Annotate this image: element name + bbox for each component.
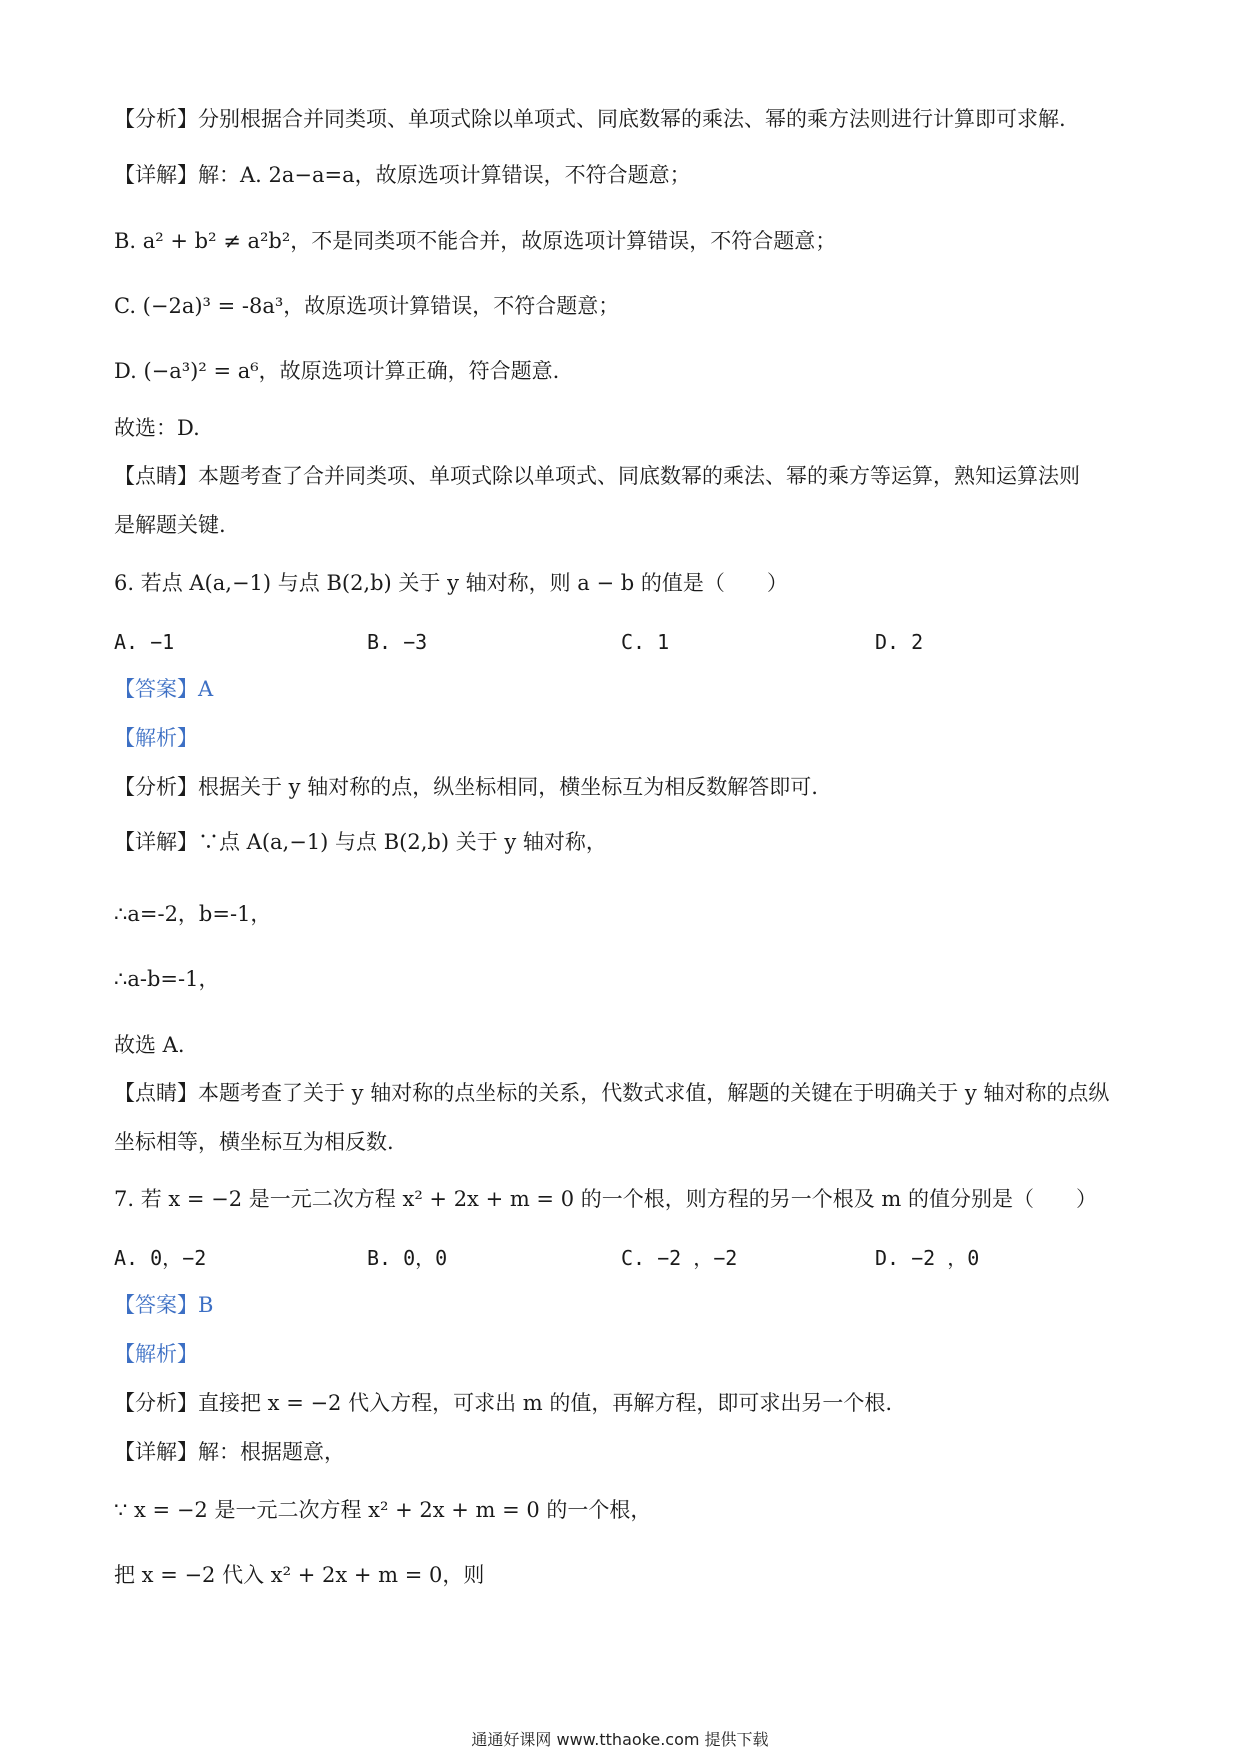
analysis-q7: 【分析】直接把 x = −2 代入方程，可求出 m 的值，再解方程，即可求出另一个根. bbox=[114, 1391, 893, 1415]
choice-q6: 故选 A. bbox=[114, 1033, 185, 1057]
detail-q7-step2: ∵ x = −2 是一元二次方程 x² + 2x + m = 0 的一个根， bbox=[114, 1498, 652, 1522]
q6-option-b: B. −3 bbox=[367, 630, 428, 654]
q6-option-c: C. 1 bbox=[621, 630, 670, 654]
detail-q5-option-c: C. (−2a)³ = -8a³，故原选项计算错误，不符合题意； bbox=[114, 294, 620, 318]
parse-label-q7: 【解析】 bbox=[114, 1342, 198, 1366]
detail-q7-step3: 把 x = −2 代入 x² + 2x + m = 0，则 bbox=[114, 1563, 485, 1587]
parse-label-q6: 【解析】 bbox=[114, 726, 198, 750]
comment-q5-line2: 是解题关键. bbox=[114, 513, 226, 537]
detail-q5-option-b: B. a² + b² ≠ a²b²，不是同类项不能合并，故原选项计算错误，不符合题意； bbox=[114, 229, 837, 253]
answer-q6: 【答案】A bbox=[114, 677, 214, 701]
detail-q5: 【详解】解：A. 2a−a=a，故原选项计算错误，不符合题意； bbox=[114, 163, 691, 187]
q6-option-d: D. 2 bbox=[875, 630, 924, 654]
detail-q6-step2: ∴a=-2，b=-1， bbox=[114, 902, 272, 926]
page-footer: 通通好课网 www.tthaoke.com 提供下载 bbox=[471, 1730, 769, 1749]
detail-q5-option-d: D. (−a³)² = a⁶，故原选项计算正确，符合题意. bbox=[114, 359, 560, 383]
question-6: 6. 若点 A(a,−1) 与点 B(2,b) 关于 y 轴对称，则 a − b 的值是（ ） bbox=[114, 571, 788, 595]
q7-option-a: A. 0，−2 bbox=[114, 1246, 207, 1270]
q7-option-b: B. 0，0 bbox=[367, 1246, 448, 1270]
detail-q7: 【详解】解：根据题意， bbox=[114, 1440, 345, 1464]
analysis-q6: 【分析】根据关于 y 轴对称的点，纵坐标相同，横坐标互为相反数解答即可. bbox=[114, 775, 818, 799]
q7-option-c: C. −2 ，−2 bbox=[621, 1246, 738, 1270]
answer-q7: 【答案】B bbox=[114, 1293, 214, 1317]
comment-q6-line1: 【点睛】本题考查了关于 y 轴对称的点坐标的关系，代数式求值，解题的关键在于明确关于 y 轴对称的点纵 bbox=[114, 1081, 1110, 1105]
q7-option-d: D. −2 ，0 bbox=[875, 1246, 980, 1270]
analysis-q5: 【分析】分别根据合并同类项、单项式除以单项式、同底数幂的乘法、幂的乘方法则进行计算即可求解. bbox=[114, 107, 1066, 131]
detail-q6-step3: ∴a-b=-1， bbox=[114, 967, 220, 991]
comment-q5-line1: 【点睛】本题考查了合并同类项、单项式除以单项式、同底数幂的乘法、幂的乘方等运算，熟知运算法则 bbox=[114, 464, 1080, 488]
choice-q5: 故选：D. bbox=[114, 416, 200, 440]
question-7: 7. 若 x = −2 是一元二次方程 x² + 2x + m = 0 的一个根，则方程的另一个根及 m 的值分别是（ ） bbox=[114, 1187, 1097, 1211]
q6-option-a: A. −1 bbox=[114, 630, 175, 654]
comment-q6-line2: 坐标相等，横坐标互为相反数. bbox=[114, 1130, 394, 1154]
detail-q6: 【详解】∵点 A(a,−1) 与点 B(2,b) 关于 y 轴对称， bbox=[114, 830, 607, 854]
